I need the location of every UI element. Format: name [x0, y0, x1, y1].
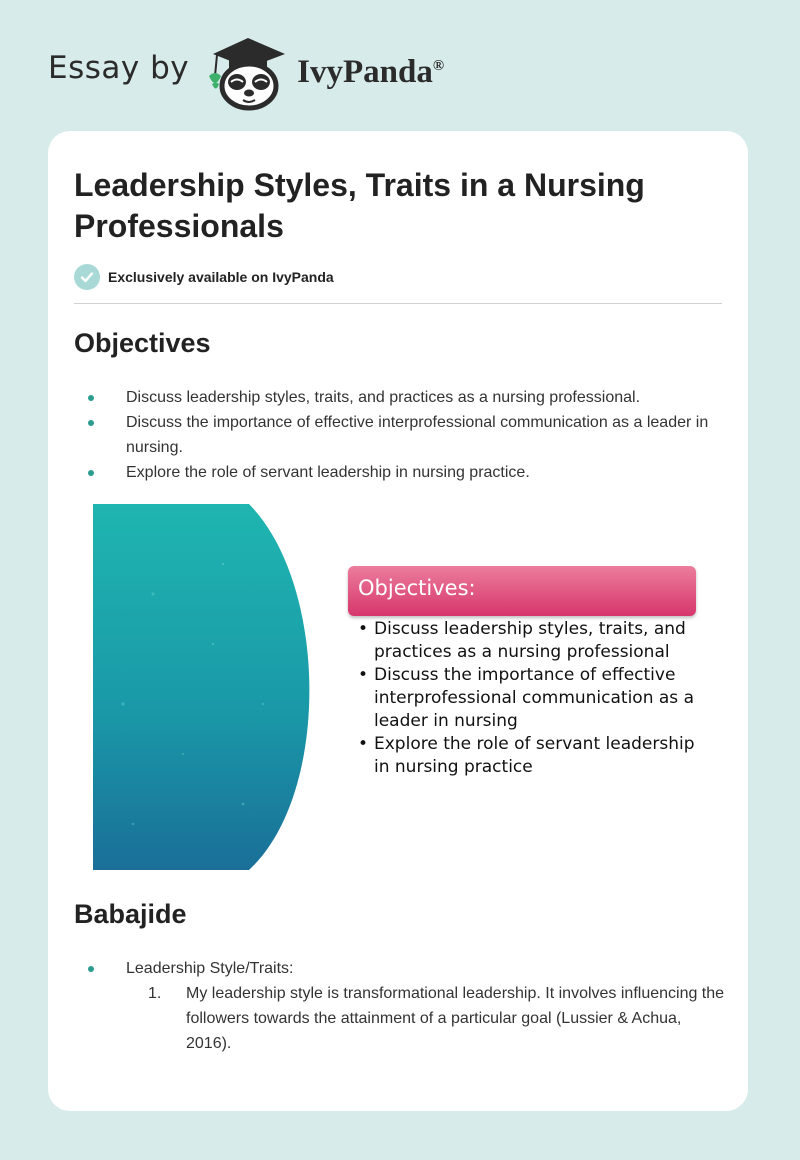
essay-title: Leadership Styles, Traits in a Nursing Professionals	[74, 167, 645, 244]
list-item: Explore the role of servant leadership in nursing practice.	[74, 460, 724, 485]
slide-list-item: • Discuss the importance of effective interprofessional communication as a leader in nursing	[358, 665, 694, 731]
bullet-icon	[88, 966, 94, 972]
objectives-list	[74, 385, 724, 485]
babajide-list	[74, 956, 724, 1056]
slide-bullet-icon: •	[358, 665, 369, 685]
list-item: Leadership Style/Traits:	[74, 956, 724, 981]
section-heading-objectives: Objectives	[74, 328, 211, 358]
list-item: Discuss the importance of effective interprofessional communication as a leader in nursing.	[74, 410, 724, 460]
panda-logo-icon[interactable]	[203, 32, 293, 112]
exclusive-label: Exclusively available on IvyPanda	[108, 269, 334, 285]
slide-banner	[348, 566, 696, 616]
registered-mark: ®	[432, 57, 445, 74]
slide-list-item: • Explore the role of servant leadership in nursing practice	[358, 734, 695, 777]
slide-list	[356, 618, 696, 779]
bullet-icon	[88, 420, 94, 426]
section-heading-babajide: Babajide	[74, 899, 187, 929]
checkmark-icon	[74, 264, 100, 290]
numbered-item-text: My leadership style is transformational leadership. It involves influencing the followers towards the attainment of a particular goal (Lussier & Achua, 2016).	[186, 985, 725, 1052]
bullet-icon	[88, 470, 94, 476]
site-header	[48, 32, 444, 112]
slide-list-item: • Discuss leadership styles, traits, and practices as a nursing professional	[358, 619, 686, 662]
brand-name[interactable]: IvyPanda®	[297, 53, 445, 90]
divider	[74, 303, 722, 304]
list-item: Discuss leadership styles, traits, and practices as a nursing professional.	[74, 385, 724, 410]
slide-image	[93, 504, 703, 870]
bullet-icon	[88, 395, 94, 401]
slide-bullet-icon: •	[358, 619, 369, 639]
essay-by-label: Essay by	[48, 50, 190, 86]
numbered-item	[74, 981, 726, 1056]
slide-banner-title: Objectives:	[358, 576, 476, 600]
item-number: 1.	[148, 985, 162, 1002]
slide-bullet-icon: •	[358, 734, 369, 754]
essay-card	[48, 131, 748, 1111]
exclusive-badge	[74, 264, 334, 290]
